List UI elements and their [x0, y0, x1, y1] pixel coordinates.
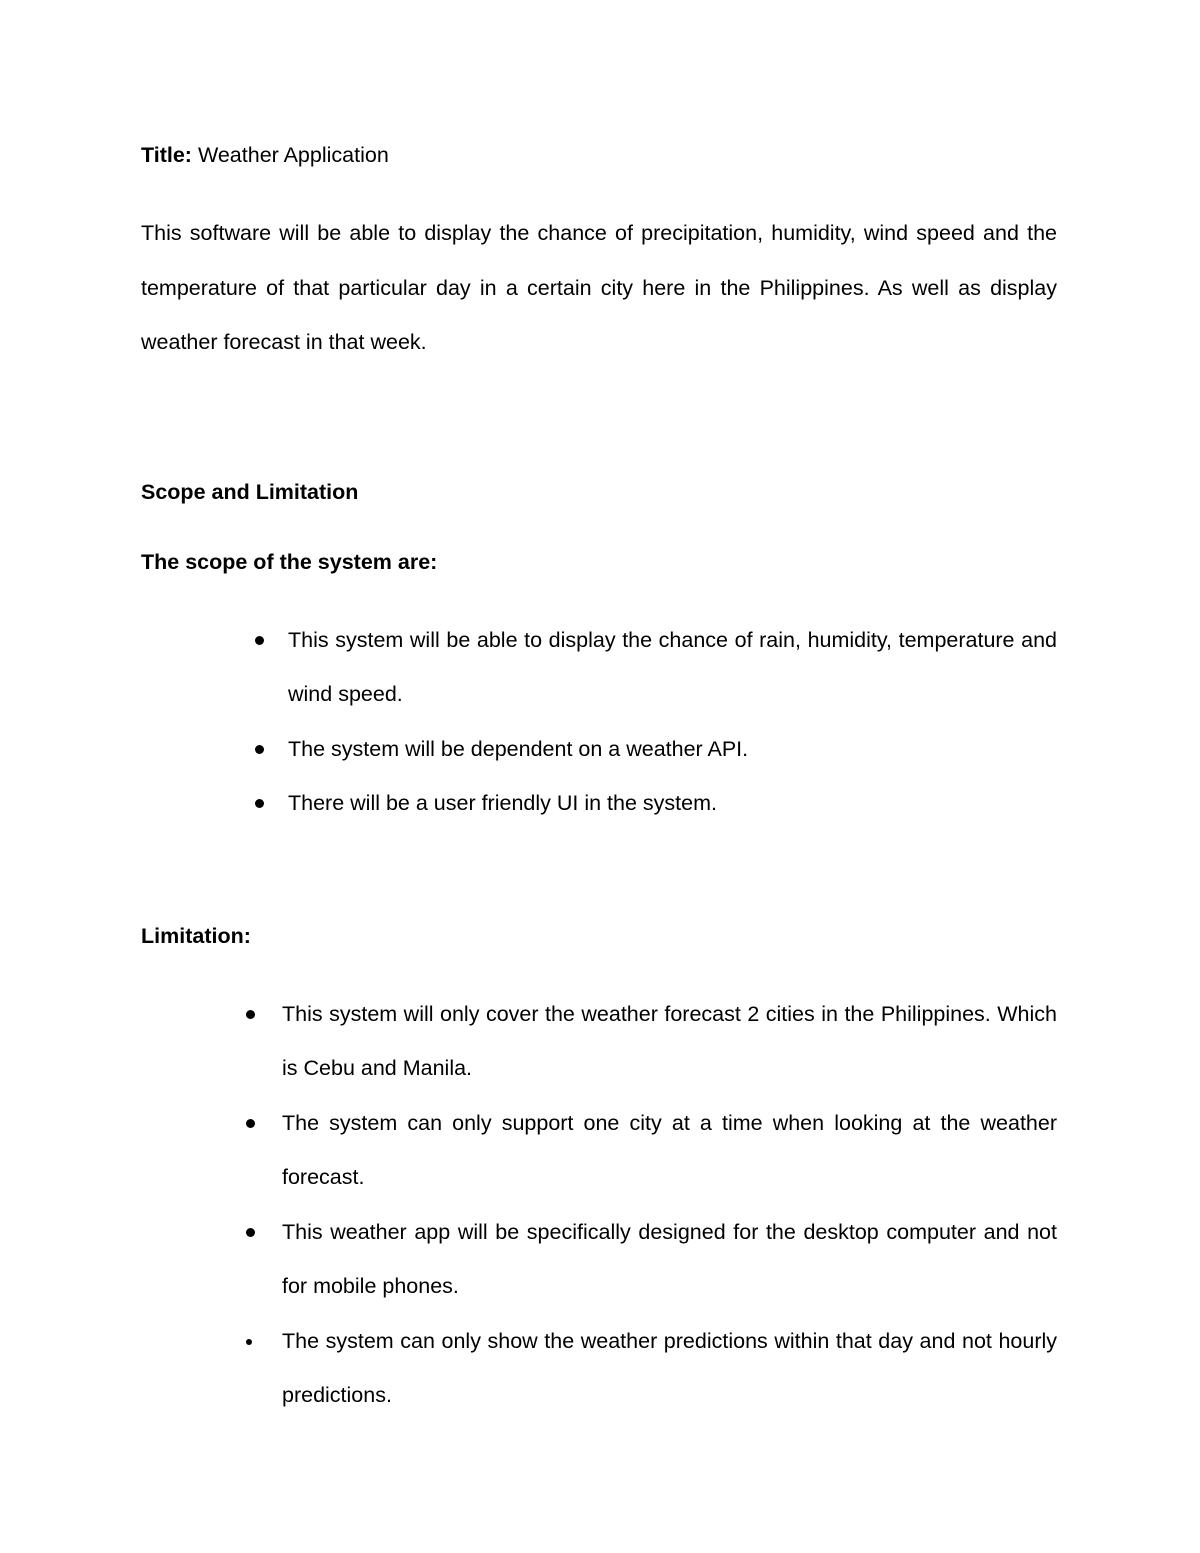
- list-item: [282, 1205, 1057, 1314]
- scope-list: [141, 613, 1057, 831]
- bullet-icon: [246, 1339, 252, 1345]
- list-item-text: The system will be dependent on a weather API.: [288, 736, 749, 761]
- limitation-list: [141, 987, 1057, 1423]
- list-item: [288, 613, 1057, 722]
- list-item: [282, 1314, 1057, 1423]
- bullet-icon: [255, 636, 264, 645]
- list-item-text: This weather app will be specifically designed for the desktop computer and not for mobile phones.: [282, 1219, 1057, 1298]
- bullet-icon: [246, 1119, 255, 1128]
- bullet-icon: [246, 1228, 255, 1237]
- list-item-text: The system can only support one city at a time when looking at the weather forecast.: [282, 1110, 1057, 1189]
- list-item-text: The system can only show the weather predictions within that day and not hourly predictions.: [282, 1328, 1057, 1407]
- list-item: [282, 1096, 1057, 1205]
- document-title: [141, 137, 1057, 173]
- title-value: Weather Application: [191, 143, 389, 167]
- list-item: [288, 776, 1057, 831]
- list-item: [288, 722, 1057, 777]
- bullet-icon: [255, 799, 264, 808]
- title-label: Title:: [141, 143, 192, 167]
- bullet-icon: [255, 745, 264, 754]
- list-item-text: There will be a user friendly UI in the system.: [288, 791, 717, 815]
- list-item: [282, 987, 1057, 1096]
- scope-subheading: The scope of the system are:: [141, 549, 438, 574]
- list-item-text: This system will only cover the weather forecast 2 cities in the Philippines. Which is Cebu and Manila.: [282, 1001, 1057, 1080]
- list-item-text: This system will be able to display the chance of rain, humidity, temperature and wind speed.: [288, 627, 1057, 706]
- document-page: [141, 137, 1057, 1423]
- limitation-heading: Limitation:: [141, 923, 251, 948]
- scope-heading: Scope and Limitation: [141, 479, 359, 504]
- bullet-icon: [246, 1010, 255, 1019]
- intro-paragraph: This software will be able to display the chance of precipitation, humidity, wind speed and the temperature of that particular day in a certain city here in the Philippines. As well as display weather forecast in that week.: [141, 221, 1057, 354]
